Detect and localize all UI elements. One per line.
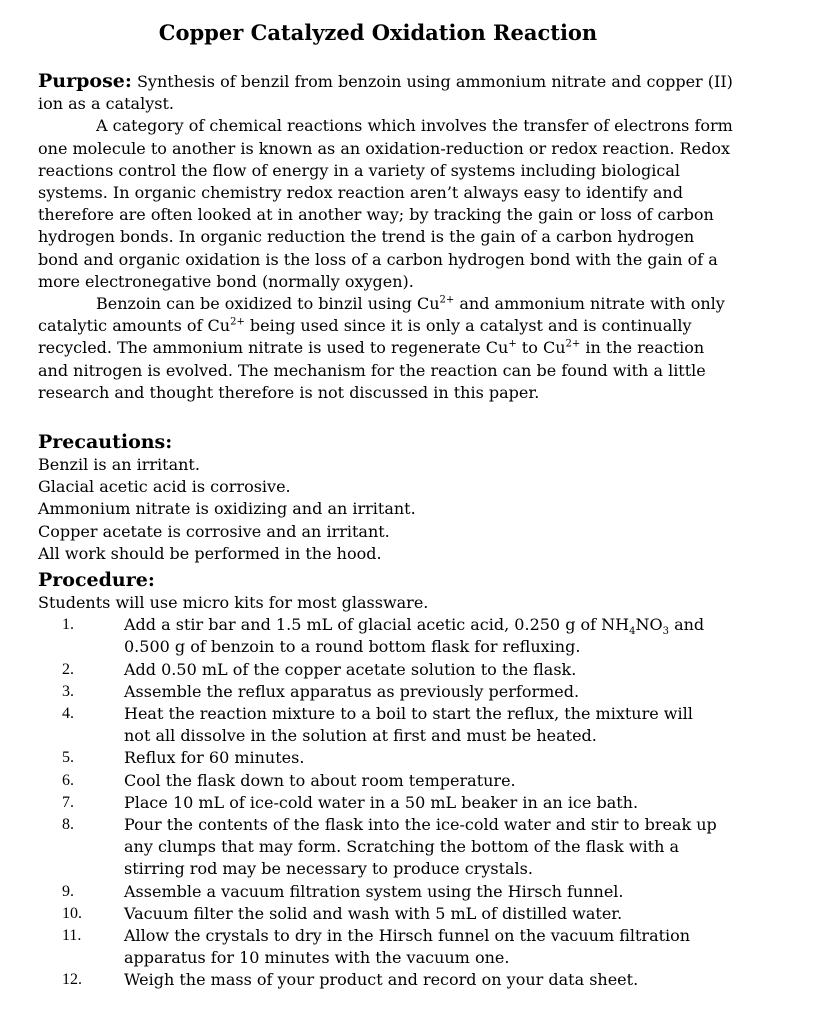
- procedure-step: [38, 792, 724, 814]
- procedure-steps: [38, 614, 738, 991]
- step-number: 12.: [62, 971, 82, 989]
- para2-text-1: Benzoin can be oxidized to binzil using Cu: [96, 294, 440, 314]
- precaution-item: Copper acetate is corrosive and an irritant.: [38, 521, 390, 541]
- step-text: Allow the crystals to dry in the Hirsch funnel on the vacuum filtration apparatus for 10 minutes with the vacuum one.: [124, 926, 691, 968]
- step-text: Weigh the mass of your product and record on your data sheet.: [124, 970, 639, 990]
- para2-text-2: and ammonium nitrate with only catalytic amounts of Cu: [38, 294, 725, 336]
- para2-text-5: in the reaction and nitrogen is evolved. The mechanism for the reaction can be found with a little research and thought therefore is not discussed in this paper.: [38, 338, 706, 402]
- procedure-step: [38, 681, 724, 703]
- procedure-step: [38, 747, 724, 769]
- procedure-step: [38, 903, 724, 925]
- precautions-title: Precautions:: [38, 431, 173, 453]
- step-number: 3.: [62, 682, 74, 700]
- procedure-step: [38, 925, 724, 969]
- precautions-list: [38, 454, 738, 565]
- step-text: Heat the reaction mixture to a boil to start the reflux, the mixture will not all dissolve in the solution at first and must be heated.: [124, 704, 693, 746]
- step-number: 9.: [62, 882, 74, 900]
- step-text: Reflux for 60 minutes.: [124, 748, 305, 768]
- step-number: 1.: [62, 616, 74, 634]
- procedure-step: [38, 814, 724, 881]
- subscript-3: 3: [662, 626, 669, 638]
- precautions-section: [38, 430, 738, 565]
- step-number: 5.: [62, 749, 74, 767]
- procedure-section: [38, 568, 738, 992]
- cu-charge-2plus: 2+: [565, 339, 581, 351]
- step-text: Cool the flask down to about room temperature.: [124, 770, 516, 790]
- step-text: Assemble a vacuum filtration system using the Hirsch funnel.: [124, 881, 624, 901]
- step-number: 2.: [62, 660, 74, 678]
- subscript-4: 4: [629, 626, 636, 638]
- precaution-item: All work should be performed in the hood.: [38, 543, 382, 563]
- precaution-item: Glacial acetic acid is corrosive.: [38, 477, 291, 497]
- purpose-summary-text: Synthesis of benzil from benzoin using ammonium nitrate and copper (II) ion as a catalyst.: [38, 72, 733, 114]
- procedure-step: [38, 969, 724, 991]
- step-text: Assemble the reflux apparatus as previously performed.: [124, 681, 580, 701]
- para2-text-3: being used since it is only a catalyst and is continually recycled. The ammonium nitrate is used to regenerate Cu: [38, 316, 692, 358]
- step-text: Place 10 mL of ice-cold water in a 50 mL beaker in an ice bath.: [124, 792, 639, 812]
- para2-text-4: to Cu: [516, 338, 566, 358]
- step-number: 8.: [62, 816, 74, 834]
- cu-charge-2plus: 2+: [230, 316, 245, 328]
- benzoin-paragraph: [38, 293, 738, 404]
- purpose-label: Purpose:: [38, 70, 132, 92]
- precaution-item: Benzil is an irritant.: [38, 455, 200, 474]
- procedure-step: [38, 881, 724, 903]
- cu-charge-plus: +: [508, 339, 517, 351]
- step-text: NO: [635, 615, 663, 635]
- cu-charge-2plus: 2+: [439, 294, 455, 306]
- precaution-item: Ammonium nitrate is oxidizing and an irritant.: [38, 499, 416, 519]
- purpose-summary: [38, 70, 738, 115]
- step-number: 10.: [62, 904, 82, 922]
- step-number: 7.: [62, 793, 74, 811]
- procedure-title: Procedure:: [38, 569, 155, 591]
- step-text: Vacuum filter the solid and wash with 5 mL of distilled water.: [124, 903, 623, 923]
- procedure-step: [38, 703, 724, 747]
- step-number: 11.: [62, 927, 82, 945]
- redox-paragraph: A category of chemical reactions which involves the transfer of electrons form one molecule to another is known as an oxidation-reduction or redox reaction. Redox reactions control the flow of energy in a variety of systems including biological systems. In organic chemistry redox reaction aren’t always easy to identify and therefore are often looked at in another way; by tracking the gain or loss of carbon hydrogen bonds. In organic reduction the trend is the gain of a carbon hydrogen bond and organic oxidation is the loss of a carbon hydrogen bond with the gain of a more electronegative bond (normally oxygen).: [38, 116, 733, 291]
- procedure-step: [38, 614, 724, 658]
- purpose-section: [38, 70, 738, 404]
- procedure-intro: Students will use micro kits for most glassware.: [38, 593, 429, 612]
- step-text: Pour the contents of the flask into the ice-cold water and stir to break up any clumps that may form. Scratching the bottom of the flask with a stirring rod may be necessary to produce crystals.: [124, 815, 717, 879]
- step-number: 6.: [62, 771, 74, 789]
- procedure-step: [38, 659, 724, 681]
- step-text: Add 0.50 mL of the copper acetate solution to the flask.: [124, 659, 577, 679]
- step-text: Add a stir bar and 1.5 mL of glacial acetic acid, 0.250 g of NH: [124, 615, 630, 635]
- procedure-step: [38, 770, 724, 792]
- step-text: and 0.500 g of benzoin to a round bottom flask for refluxing.: [124, 615, 705, 657]
- document-title: Copper Catalyzed Oxidation Reaction: [158, 20, 598, 45]
- step-number: 4.: [62, 705, 74, 723]
